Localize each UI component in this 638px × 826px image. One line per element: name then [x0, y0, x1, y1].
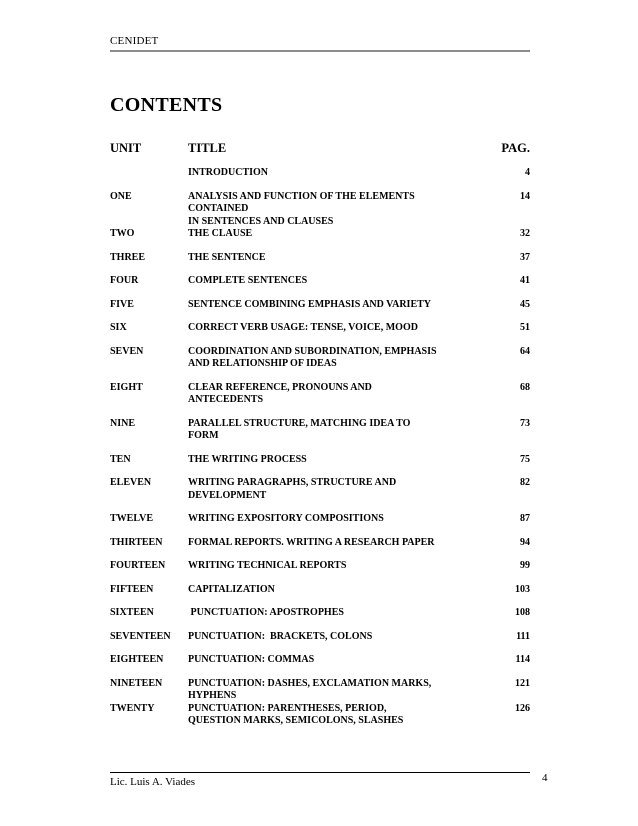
toc-page: 126 [515, 702, 530, 714]
toc-title: THE WRITING PROCESS [188, 453, 307, 465]
toc-title: FORMAL REPORTS. WRITING A RESEARCH PAPER [188, 536, 435, 548]
toc-unit: THIRTEEN [110, 536, 163, 548]
toc-title: CAPITALIZATION [188, 583, 275, 595]
toc-title: PUNCTUATION: DASHES, EXCLAMATION MARKS, HYPHENS [188, 677, 432, 701]
toc-row [110, 631, 530, 644]
toc-title: CORRECT VERB USAGE: TENSE, VOICE, MOOD [188, 322, 418, 333]
toc-unit: SEVEN [110, 345, 144, 357]
toc-page: 75 [520, 453, 530, 465]
toc-row [110, 228, 530, 241]
toc-title: COMPLETE SENTENCES [188, 275, 308, 286]
toc-row [110, 346, 530, 371]
toc-title: THE SENTENCE [188, 251, 266, 263]
column-header-unit: UNIT [110, 141, 142, 155]
toc-page: 37 [520, 251, 530, 263]
toc-title: SENTENCE COMBINING EMPHASIS AND VARIETY [188, 298, 432, 310]
toc-title: PUNCTUATION: APOSTROPHES [188, 607, 344, 618]
toc-unit: ELEVEN [110, 477, 152, 488]
toc-row [110, 513, 530, 526]
toc-page: 87 [520, 513, 530, 524]
toc-unit: EIGHT [110, 381, 143, 393]
toc-row [110, 584, 530, 597]
toc-title: WRITING EXPOSITORY COMPOSITIONS [188, 513, 384, 524]
toc-row [110, 560, 530, 573]
toc-row [110, 607, 530, 620]
toc-title: WRITING TECHNICAL REPORTS [188, 560, 347, 571]
toc-unit: THREE [110, 251, 146, 263]
toc-unit: TEN [110, 453, 131, 465]
toc-title: CLEAR REFERENCE, PRONOUNS AND ANTECEDENTS [188, 381, 372, 405]
toc-row [110, 191, 530, 229]
toc-page: 32 [520, 228, 530, 239]
toc-unit: SIXTEEN [110, 607, 154, 618]
toc-page: 99 [520, 560, 530, 571]
column-header-title: TITLE [188, 141, 227, 155]
toc-row [110, 382, 530, 407]
toc-row [110, 703, 530, 728]
toc-unit: FOUR [110, 275, 139, 286]
toc-row [110, 678, 530, 703]
toc-page: 108 [515, 607, 530, 618]
toc-unit: TWO [110, 228, 135, 239]
toc-title: THE CLAUSE [188, 228, 253, 239]
toc-row [110, 299, 530, 312]
header-divider [110, 50, 530, 52]
toc-unit: NINE [110, 417, 136, 429]
toc-row [110, 167, 530, 180]
toc-title: PUNCTUATION: BRACKETS, COLONS [188, 630, 373, 642]
toc-row [110, 477, 530, 502]
toc-title: PUNCTUATION: COMMAS [188, 654, 315, 665]
table-of-contents [110, 167, 530, 739]
toc-column-headers [110, 141, 530, 157]
toc-page: 73 [520, 417, 530, 429]
toc-page: 68 [520, 381, 530, 393]
toc-page: 51 [520, 322, 530, 333]
toc-unit: FIVE [110, 298, 134, 310]
toc-title: ANALYSIS AND FUNCTION OF THE ELEMENTS CONTAINED IN SENTENCES AND CLAUSES [188, 190, 415, 227]
toc-row [110, 537, 530, 550]
toc-unit: TWELVE [110, 513, 153, 524]
toc-title: PUNCTUATION: PARENTHESES, PERIOD, QUESTION MARKS, SEMICOLONS, SLASHES [188, 702, 404, 726]
toc-row [110, 454, 530, 467]
toc-page: 41 [520, 275, 530, 286]
toc-unit: TWENTY [110, 702, 155, 714]
toc-row [110, 418, 530, 443]
toc-page: 114 [515, 654, 530, 665]
toc-page: 103 [515, 583, 530, 595]
toc-title: PARALLEL STRUCTURE, MATCHING IDEA TO FORM [188, 417, 411, 441]
toc-unit: FIFTEEN [110, 583, 154, 595]
toc-page: 45 [520, 298, 530, 310]
toc-page: 64 [520, 345, 530, 357]
page-title: CONTENTS [110, 94, 223, 116]
toc-unit: NINETEEN [110, 677, 163, 689]
toc-page: 82 [520, 477, 530, 488]
toc-row [110, 275, 530, 288]
toc-title: INTRODUCTION [188, 167, 269, 178]
header-text: CENIDET [110, 35, 159, 47]
toc-unit: ONE [110, 190, 132, 202]
toc-unit: SIX [110, 322, 127, 333]
footer-divider [110, 772, 530, 773]
toc-page: 111 [516, 630, 530, 642]
column-header-page: PAG. [501, 141, 530, 155]
toc-unit: EIGHTEEN [110, 654, 164, 665]
toc-row [110, 322, 530, 335]
toc-title: WRITING PARAGRAPHS, STRUCTURE AND DEVELOPMENT [188, 477, 397, 501]
toc-page: 4 [525, 167, 530, 178]
toc-row [110, 654, 530, 667]
toc-page: 14 [520, 190, 530, 202]
toc-unit: FOURTEEN [110, 560, 166, 571]
toc-unit: SEVENTEEN [110, 630, 171, 642]
toc-row [110, 252, 530, 265]
toc-title: COORDINATION AND SUBORDINATION, EMPHASIS AND RELATIONSHIP OF IDEAS [188, 345, 437, 369]
toc-page: 121 [515, 677, 530, 689]
footer-author: Lic. Luis A. Viades [110, 776, 195, 788]
footer-page-number: 4 [542, 772, 548, 784]
toc-page: 94 [520, 536, 530, 548]
